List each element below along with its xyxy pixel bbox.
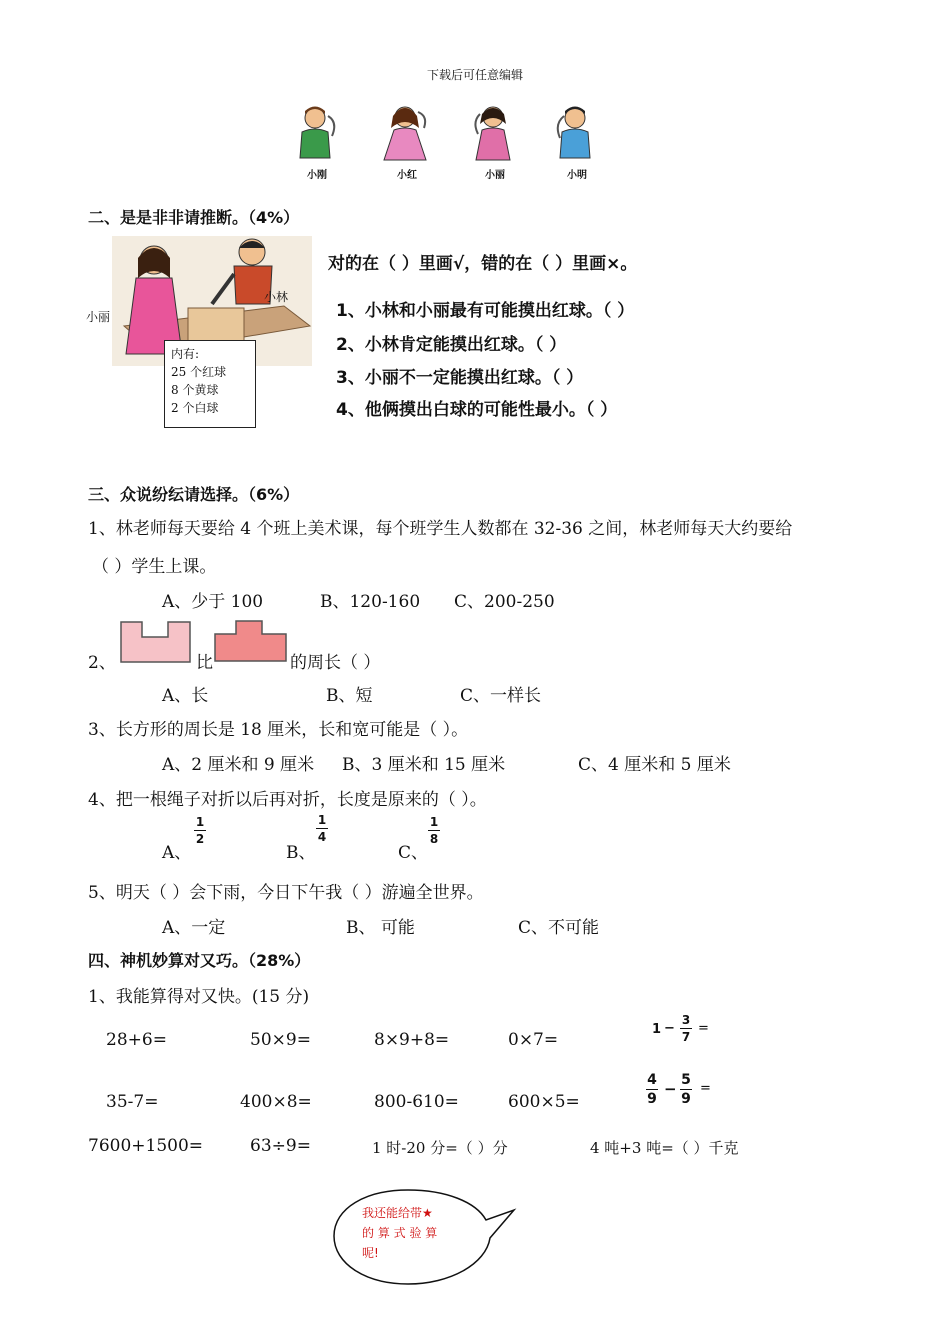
calc-item: 800-610=: [374, 1092, 459, 1112]
bubble-line: 呢!: [362, 1246, 379, 1260]
girl-on-phone-icon: [372, 102, 442, 164]
boy-on-phone-icon: [282, 102, 352, 164]
numerator: 3: [681, 1013, 691, 1027]
calc-item: 1 时-20 分=（ ）分: [372, 1139, 508, 1157]
option-a-label: A、: [162, 843, 192, 863]
fraction-five-ninths: [680, 1073, 692, 1106]
question-2-compare: 比: [196, 653, 213, 673]
option-c: C、4 厘米和 5 厘米: [578, 755, 731, 775]
calc-minus: −: [664, 1021, 675, 1036]
option-c: C、一样长: [460, 686, 542, 706]
kid-figure: [282, 102, 352, 180]
header-note: 下载后可任意编辑: [426, 68, 523, 82]
option-a: A、少于 100: [162, 592, 264, 612]
calc-whole: 1: [652, 1022, 662, 1037]
question-5: 5、明天（ ）会下雨，今日下午我（ ）游遍全世界。: [88, 883, 484, 903]
fraction-one-eighth: [428, 816, 440, 845]
kid-name: 小红: [397, 170, 417, 181]
question-3: 3、长方形的周长是 18 厘米，长和宽可能是（ ）。: [88, 720, 469, 740]
judgement-item: 1、小林和小丽最有可能摸出红球。（ ）: [336, 301, 635, 321]
section-3-title: 三、众说纷纭请选择。（6%）: [88, 485, 300, 504]
denominator: 7: [681, 1030, 691, 1044]
question-2-number: 2、: [88, 653, 116, 673]
contents-title: 内有:: [171, 347, 200, 361]
bubble-line: 我还能给带★: [362, 1206, 433, 1220]
numerator: 1: [195, 815, 205, 829]
numerator: 4: [647, 1072, 657, 1088]
denominator: 2: [195, 832, 205, 846]
option-a: A、长: [162, 686, 209, 706]
calc-item: 35-7=: [106, 1092, 159, 1112]
numerator: 1: [429, 815, 439, 829]
calc-equals: =: [698, 1021, 709, 1036]
option-c: C、200-250: [454, 592, 555, 612]
section-2-title: 二、是是非非请推断。（4%）: [88, 208, 300, 227]
calc-item: 7600+1500=: [88, 1136, 204, 1156]
contents-line: 8 个黄球: [171, 383, 219, 397]
fraction-three-sevenths: [680, 1014, 692, 1043]
subquestion-1: 1、我能算得对又快。(15 分): [88, 987, 310, 1007]
option-a: A、一定: [162, 918, 226, 938]
calc-item: 400×8=: [240, 1092, 312, 1112]
kid-figure: [372, 102, 442, 180]
calc-item: 0×7=: [508, 1030, 559, 1050]
question-2-text: 的周长（ ）: [290, 653, 381, 673]
calc-item: 28+6=: [106, 1030, 167, 1050]
calc-item: 50×9=: [250, 1030, 311, 1050]
kid-name: 小丽: [485, 170, 505, 181]
judgement-item: 3、小丽不一定能摸出红球。（ ）: [336, 368, 584, 388]
calc-item: 63÷9=: [250, 1136, 311, 1156]
option-b: B、3 厘米和 15 厘米: [342, 755, 506, 775]
denominator: 9: [681, 1091, 691, 1107]
bubble-text: [362, 1203, 468, 1263]
numerator: 1: [317, 813, 327, 827]
kid-figure: [542, 102, 612, 180]
calc-item: 600×5=: [508, 1092, 580, 1112]
calc-item: 4 吨+3 吨=（ ）千克: [590, 1139, 739, 1157]
kid-name: 小明: [567, 170, 587, 181]
question-4: 4、把一根绳子对折以后再对折，长度是原来的（ ）。: [88, 790, 487, 810]
shape-stepped-rectangle: [214, 620, 288, 662]
kid-name: 小刚: [307, 170, 327, 181]
question-1-line-2: （ ）学生上课。: [92, 557, 217, 577]
girl-on-phone-icon: [460, 102, 530, 164]
calc-minus: −: [664, 1080, 677, 1098]
girl-label: 小丽: [86, 310, 111, 324]
section-4-title: 四、神机妙算对又巧。（28%）: [88, 951, 311, 970]
contents-line: 2 个白球: [171, 401, 219, 415]
contents-line: 25 个红球: [171, 365, 227, 379]
ball-box-illustration: [84, 234, 314, 428]
kid-figure: [460, 102, 530, 180]
option-a: A、2 厘米和 9 厘米: [162, 755, 315, 775]
shape-notched-rectangle: [120, 621, 192, 663]
denominator: 8: [429, 832, 439, 846]
option-c: C、不可能: [518, 918, 600, 938]
fraction-one-quarter: [316, 814, 328, 843]
denominator: 4: [317, 830, 327, 844]
bubble-line: 的 算 式 验 算: [362, 1226, 438, 1240]
section-2-instruction: 对的在（ ）里画√，错的在（ ）里画×。: [328, 254, 638, 274]
numerator: 5: [681, 1072, 691, 1088]
fraction-four-ninths: [646, 1073, 658, 1106]
fraction-one-half: [194, 816, 206, 845]
option-b: B、 可能: [346, 918, 415, 938]
judgement-item: 2、小林肯定能摸出红球。（ ）: [336, 335, 567, 355]
ball-contents-box: [164, 340, 256, 428]
calc-equals: =: [700, 1081, 711, 1096]
option-b: B、短: [326, 686, 373, 706]
judgement-item: 4、他俩摸出白球的可能性最小。（ ）: [336, 400, 618, 420]
option-b-label: B、: [286, 843, 316, 863]
option-b: B、120-160: [320, 592, 421, 612]
question-1-line-1: 1、林老师每天要给 4 个班上美术课，每个班学生人数都在 32-36 之间，林老师每天大约要给: [88, 519, 793, 539]
denominator: 9: [647, 1091, 657, 1107]
option-c-label: C、: [398, 843, 429, 863]
boy-on-phone-icon: [542, 102, 612, 164]
boy-label: 小林: [264, 290, 289, 304]
calc-item: 8×9+8=: [374, 1030, 450, 1050]
